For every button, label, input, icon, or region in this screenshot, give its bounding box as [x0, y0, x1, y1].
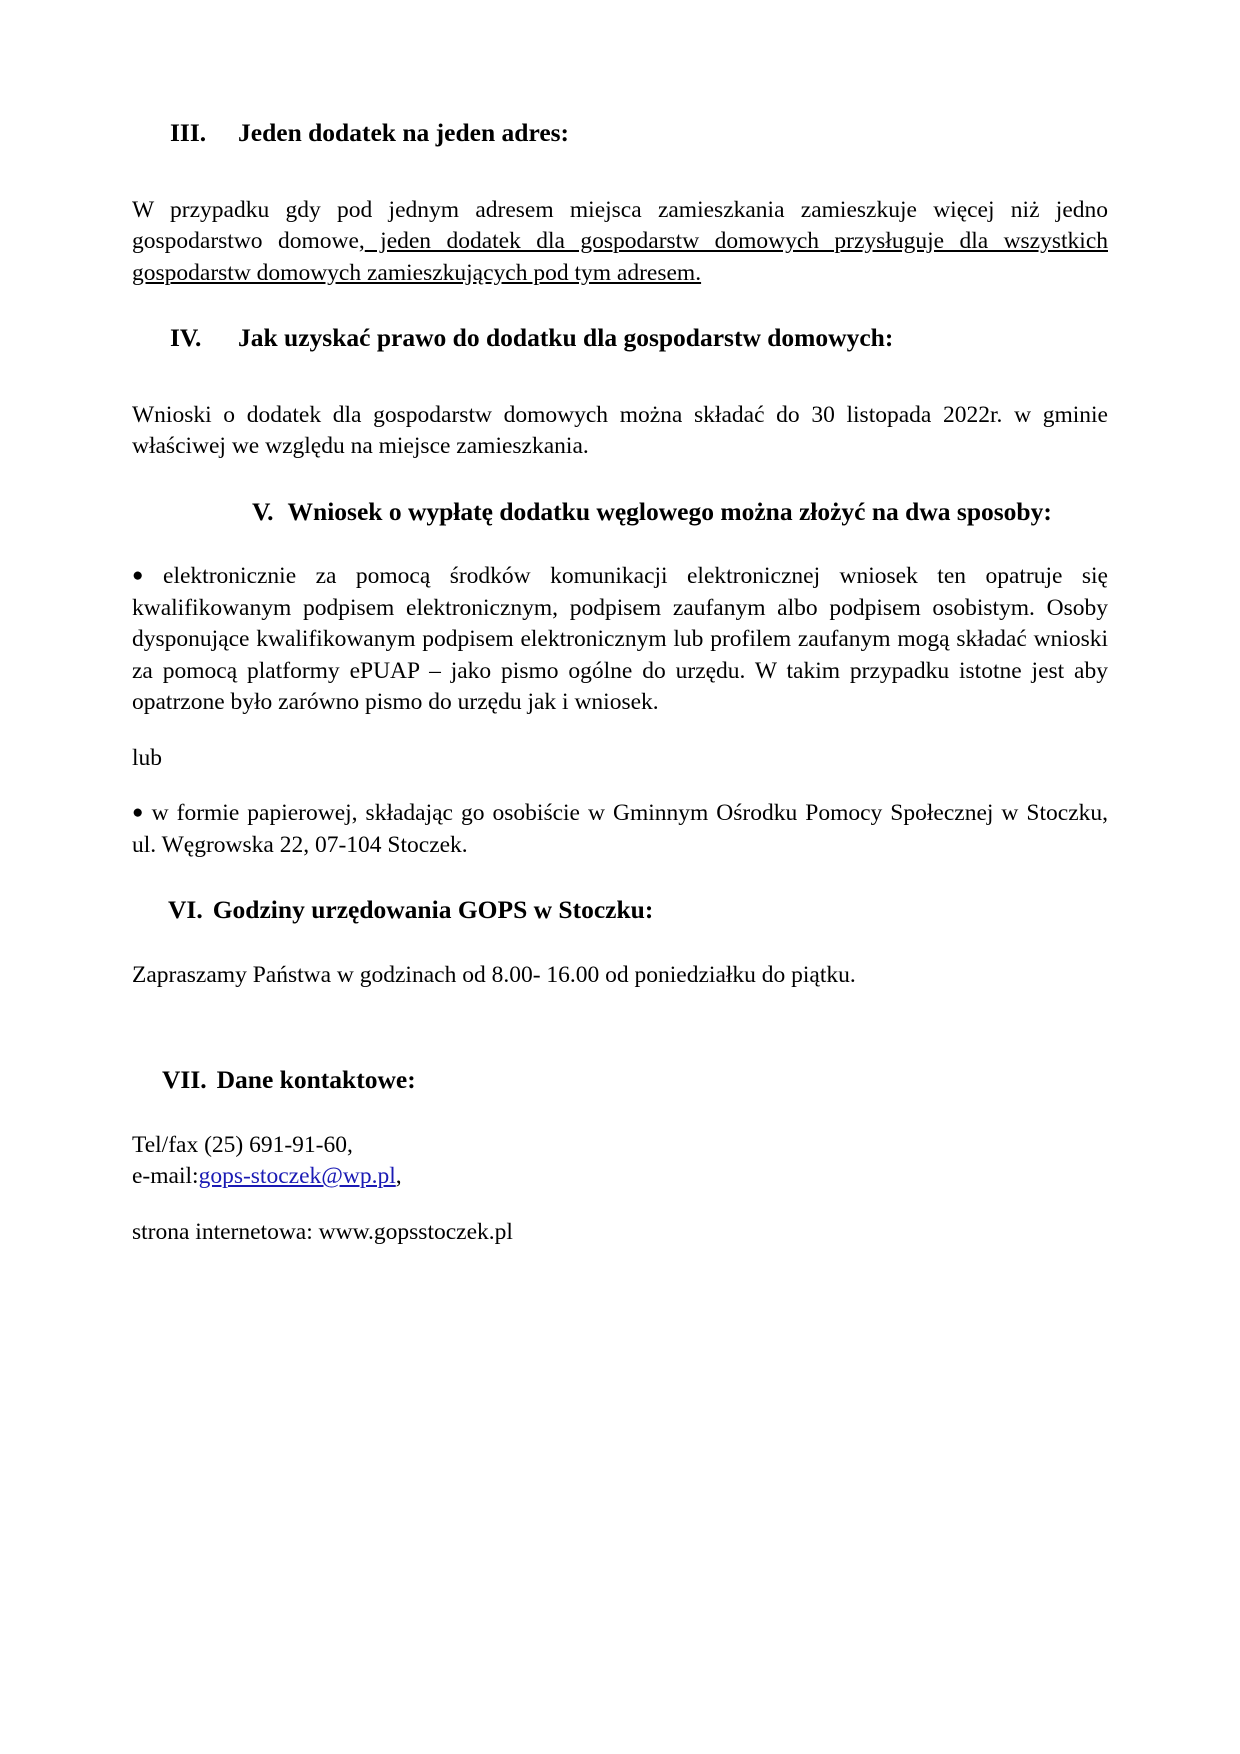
spacer: [132, 463, 1108, 497]
bullet-icon: ●: [132, 565, 158, 587]
paragraph-application-deadline: Wnioski o dodatek dla gospodarstw domowych można składać do 30 listopada 2022r. w gminie właściwej we względu na miejsce zamieszkania.: [132, 401, 1108, 460]
bullet-icon: ●: [132, 802, 146, 824]
heading-numeral-five: V.: [252, 496, 274, 526]
paragraph-underlined-text: jeden dodatek dla gospodarstw domowych przysługuje dla wszystkich gospodarstw domowych zamieszkujących pod tym adresem.: [132, 228, 1108, 286]
spacer: [132, 354, 1108, 400]
contact-website-label: strona internetowa:: [132, 1218, 319, 1245]
heading-section-three: [132, 118, 1108, 149]
spacer: [132, 774, 1108, 798]
separator-lub: lub: [132, 744, 163, 771]
paragraph-office-hours: Zapraszamy Państwa w godzinach od 8.00- 16.00 od poniedziałku do piątku.: [132, 961, 856, 988]
spacer: [132, 289, 1108, 323]
spacer: [132, 527, 1108, 561]
contact-website-line: [132, 1217, 1108, 1248]
contact-website-value: www.gopsstoczek.pl: [318, 1218, 513, 1245]
heading-numeral-seven: VII.: [162, 1065, 207, 1095]
heading-section-six: [132, 895, 1108, 926]
bullet-paper-text: w formie papierowej, składając go osobiście w Gminnym Ośrodku Pomocy Społecznej w Stoczku, ul. Węgrowska 22, 07-104 Stoczek.: [132, 800, 1108, 858]
heading-section-five: [132, 497, 1108, 528]
heading-title-four: Jak uzyskać prawo do dodatku dla gospodarstw domowych:: [238, 323, 894, 353]
heading-title-six: Godziny urzędowania GOPS w Stoczku:: [212, 895, 654, 925]
spacer: [132, 926, 1108, 960]
spacer: [132, 719, 1108, 743]
spacer: [132, 861, 1108, 895]
heading-title-three: Jeden dodatek na jeden adres:: [238, 118, 570, 147]
paragraph-lead-text: W przypadku gdy pod jednym adresem miejsca zamieszkania zamieszkuje więcej niż jedno gospodarstwo domowe,: [132, 196, 1108, 255]
contact-phone: Tel/fax (25) 691-91-60,: [132, 1131, 353, 1158]
spacer: [132, 991, 1108, 1065]
contact-email-link[interactable]: gops-stoczek@wp.pl: [198, 1163, 396, 1190]
heading-numeral-six: VI.: [168, 895, 203, 925]
contact-email-line: [132, 1161, 1108, 1192]
paragraph-one-address: [132, 195, 1108, 289]
document-content: [132, 118, 1108, 1248]
heading-section-four: [132, 323, 1108, 354]
heading-title-five: Wniosek o wypłatę dodatku węglowego można złożyć na dwa sposoby:: [287, 496, 1052, 526]
heading-numeral-three: III.: [170, 118, 207, 147]
contact-email-trailing: ,: [395, 1163, 402, 1190]
heading-title-seven: Dane kontaktowe:: [216, 1065, 416, 1095]
bullet-paper-submission: [132, 798, 1108, 861]
heading-numeral-four: IV.: [170, 323, 202, 353]
spacer: [132, 1096, 1108, 1130]
bullet-electronic-submission: [132, 561, 1108, 718]
spacer: [132, 1193, 1108, 1217]
spacer: [132, 149, 1108, 195]
contact-email-label: e-mail:: [132, 1163, 199, 1190]
heading-section-seven: [132, 1065, 1108, 1096]
bullet-electronic-text: elektronicznie za pomocą środków komunikacji elektronicznej wniosek ten opatruje się kwalifikowanym podpisem elektronicznym, podpisem zaufanym albo podpisem osobistym. Osoby dysponujące kwalifikowanym podpisem elektronicznym lub profilem zaufanym mogą składać wnioski za pomocą platformy ePUAP – jako pismo ogólne do urzędu. W takim przypadku istotne jest aby opatrzone było zarówno pismo do urzędu jak i wniosek.: [132, 563, 1108, 716]
